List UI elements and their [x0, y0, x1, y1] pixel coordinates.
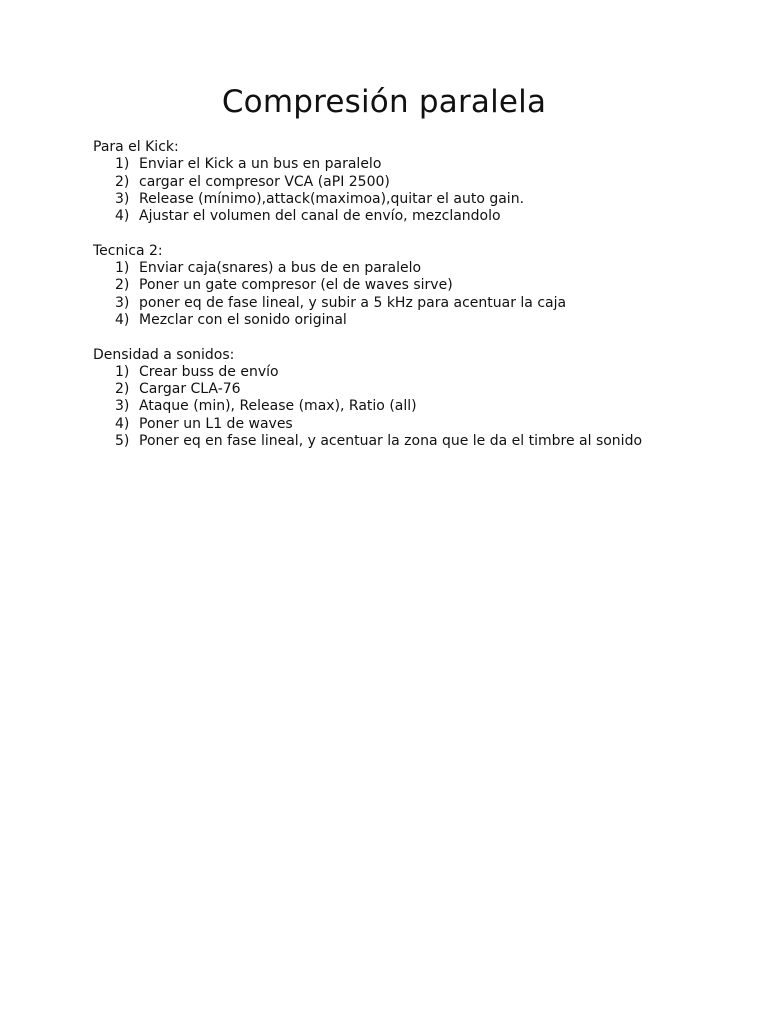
step-text: Cargar CLA-76 — [139, 381, 241, 398]
list-item — [93, 174, 733, 191]
step-number: 1) — [115, 260, 130, 277]
steps-list — [93, 364, 733, 450]
list-item — [93, 208, 733, 225]
step-number: 1) — [115, 363, 130, 380]
step-number: 2) — [115, 173, 130, 190]
section-heading: Tecnica 2: — [93, 242, 163, 259]
step-number: 5) — [115, 433, 130, 450]
list-item — [93, 191, 733, 208]
step-text: Mezclar con el sonido original — [139, 311, 347, 328]
step-number: 3) — [115, 190, 130, 207]
list-item — [93, 398, 733, 415]
step-number: 2) — [115, 381, 130, 398]
step-text: Poner eq en fase lineal, y acentuar la zona que le da el timbre al sonido — [139, 433, 643, 450]
section-tecnica-2 — [93, 243, 733, 329]
section-kick — [93, 139, 733, 225]
step-text: Crear buss de envío — [139, 363, 279, 380]
step-text: Enviar el Kick a un bus en paralelo — [139, 156, 382, 173]
step-number: 4) — [115, 208, 130, 225]
step-text: Poner un L1 de waves — [139, 415, 293, 432]
step-number: 4) — [115, 311, 130, 328]
steps-list — [93, 260, 733, 329]
list-item — [93, 156, 733, 173]
section-heading: Para el Kick: — [93, 139, 179, 155]
step-number: 2) — [115, 277, 130, 294]
list-item — [93, 295, 733, 312]
list-item — [93, 381, 733, 398]
step-text: poner eq de fase lineal, y subir a 5 kHz para acentuar la caja — [139, 294, 567, 311]
section-heading: Densidad a sonidos: — [93, 346, 235, 363]
step-number: 3) — [115, 294, 130, 311]
section-densidad — [93, 347, 733, 451]
document-title: Compresión paralela — [221, 84, 547, 120]
step-text: cargar el compresor VCA (aPI 2500) — [139, 173, 390, 190]
step-text: Ajustar el volumen del canal de envío, mezclandolo — [139, 208, 501, 225]
list-item — [93, 260, 733, 277]
list-item — [93, 433, 733, 450]
document-body — [93, 139, 733, 468]
step-text: Enviar caja(snares) a bus de en paralelo — [139, 260, 422, 277]
list-item — [93, 312, 733, 329]
step-text: Ataque (min), Release (max), Ratio (all) — [139, 398, 417, 415]
steps-list — [93, 156, 733, 225]
step-number: 3) — [115, 398, 130, 415]
step-text: Poner un gate compresor (el de waves sirve) — [139, 277, 453, 294]
step-number: 4) — [115, 415, 130, 432]
step-number: 1) — [115, 156, 130, 173]
list-item — [93, 416, 733, 433]
list-item — [93, 277, 733, 294]
list-item — [93, 364, 733, 381]
step-text: Release (mínimo),attack(maximoa),quitar el auto gain. — [139, 190, 525, 207]
